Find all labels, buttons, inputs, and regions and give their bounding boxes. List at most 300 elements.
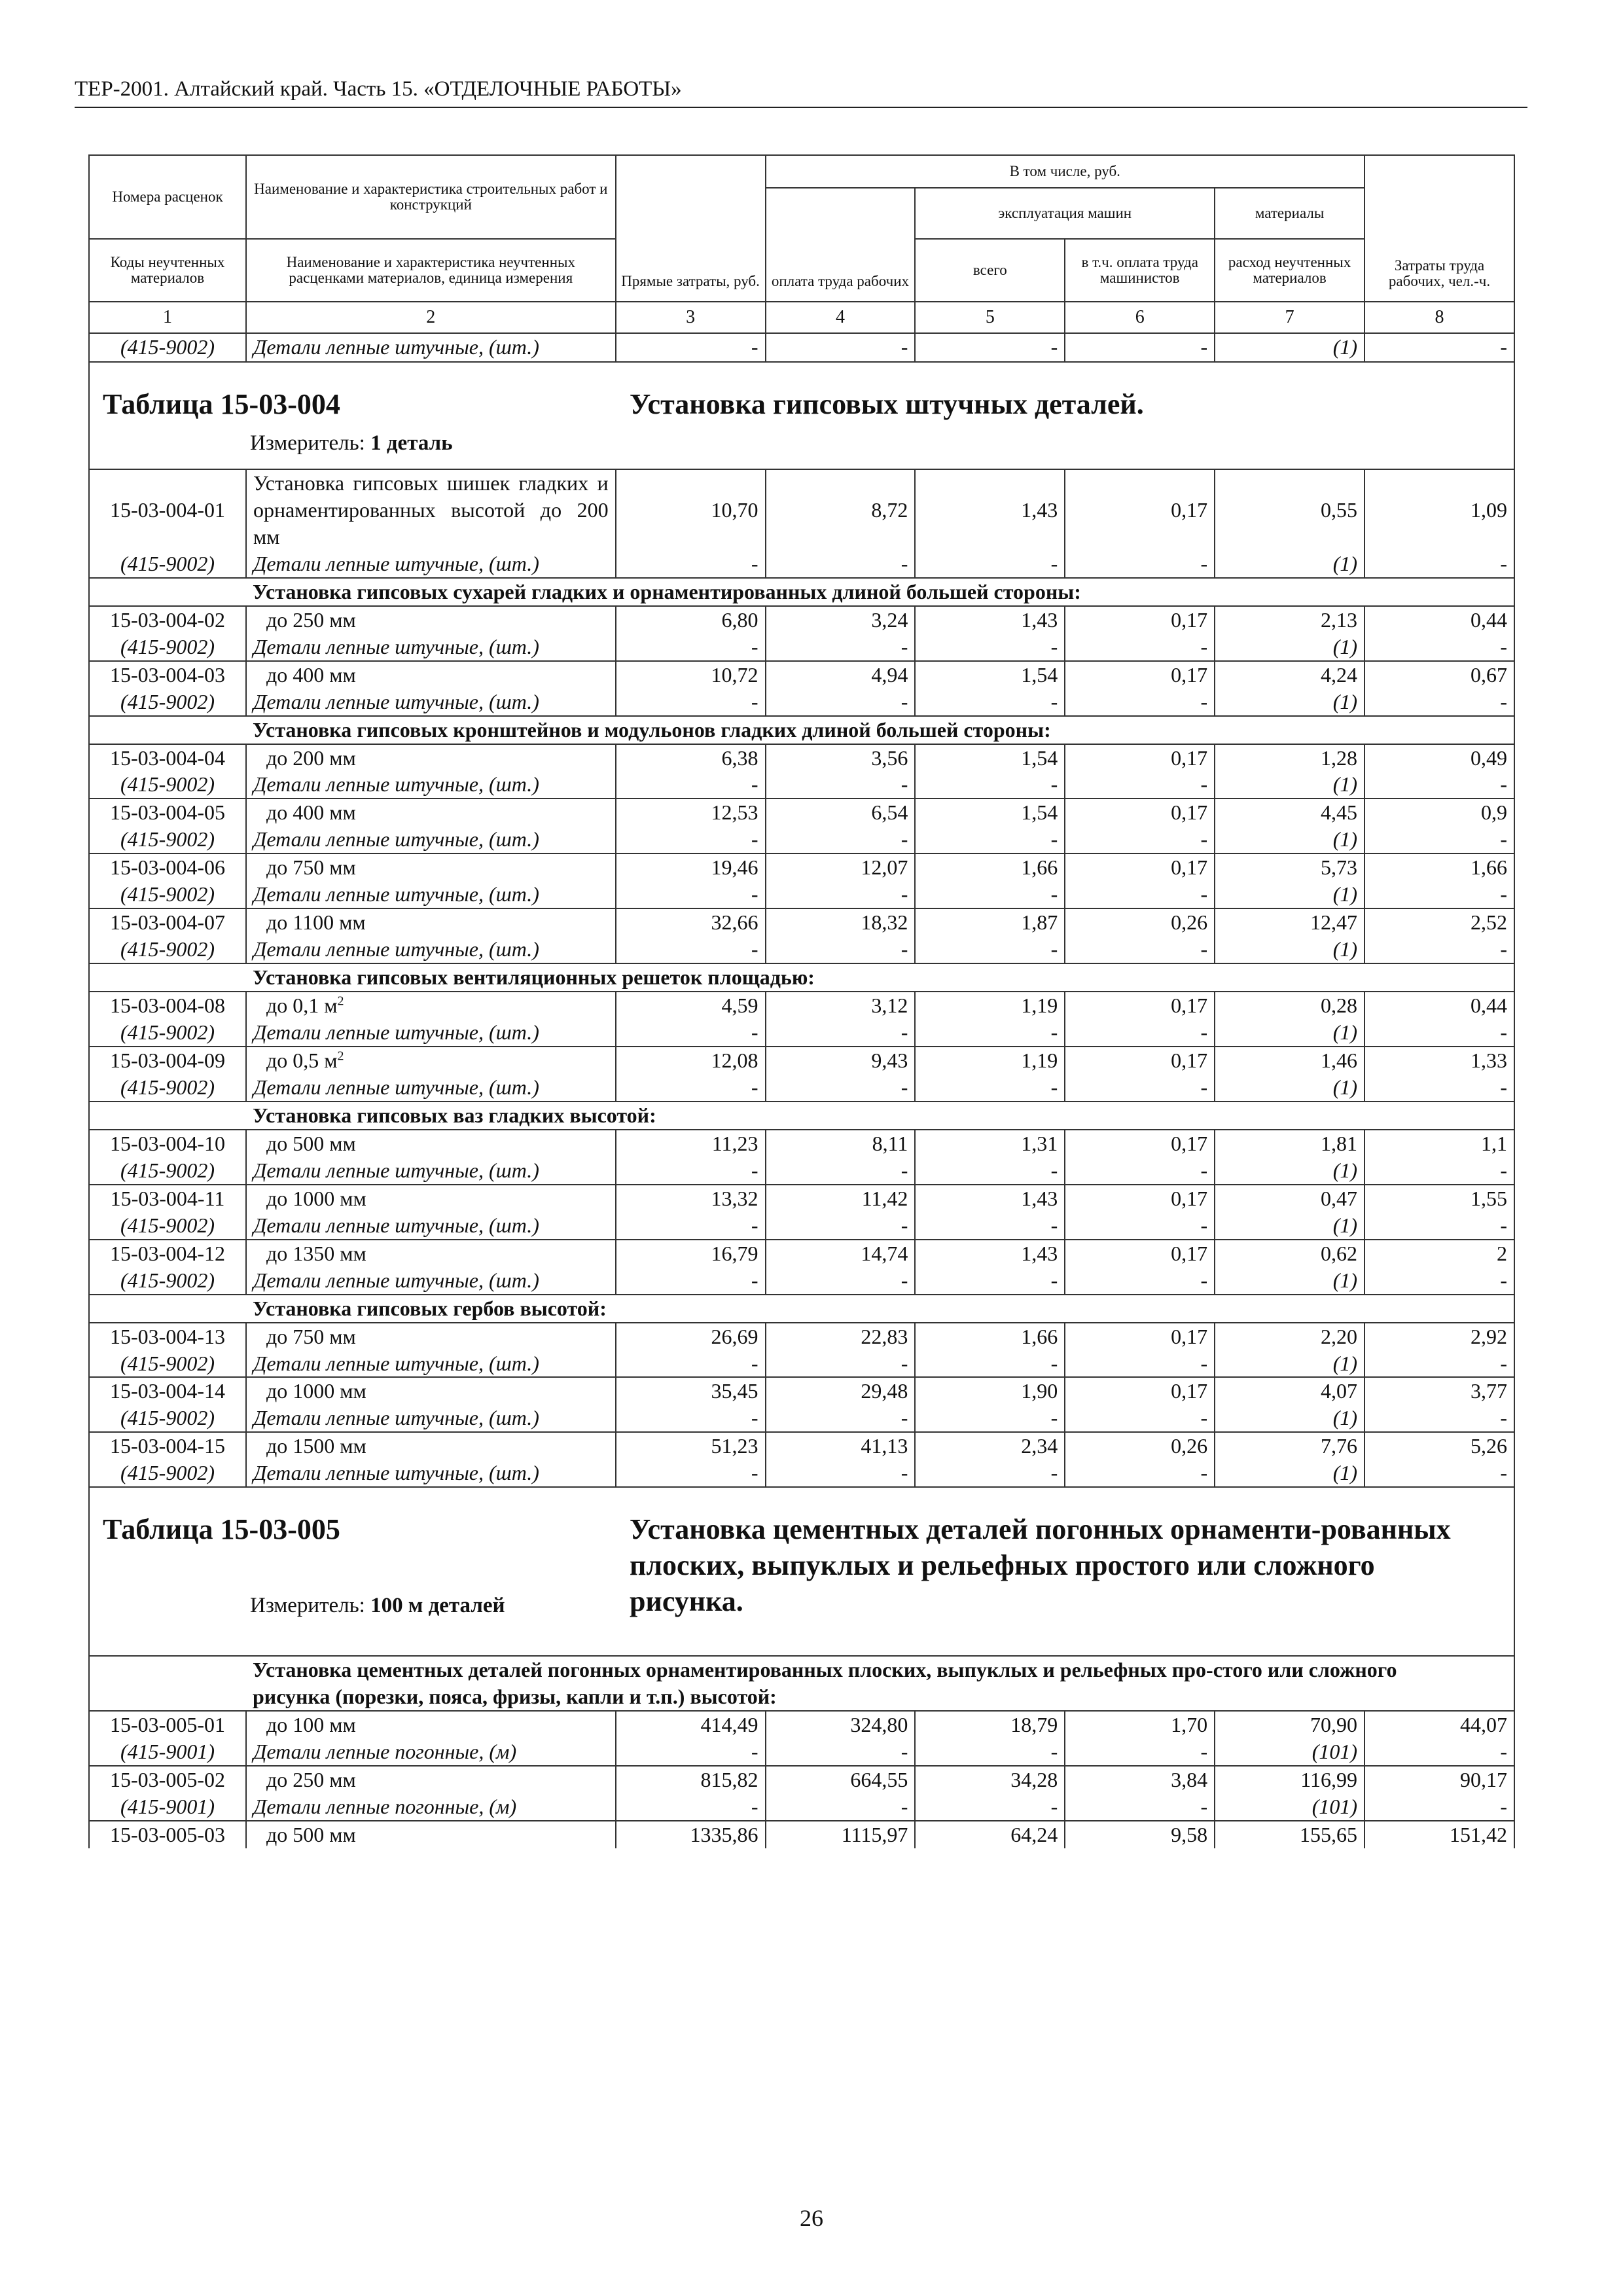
table-label: Таблица 15-03-005 [103, 1513, 340, 1546]
cell: - [1364, 771, 1514, 798]
cell: - [1364, 1793, 1514, 1821]
material-code: (415-9001) [89, 1738, 246, 1766]
table-row [89, 606, 1514, 634]
material-row [89, 1738, 1514, 1766]
cell: - [1364, 634, 1514, 661]
rate-code: 15-03-004-08 [89, 992, 246, 1019]
work-name: до 1000 мм [246, 1185, 616, 1212]
cell: 815,82 [616, 1766, 766, 1793]
material-code: (415-9002) [89, 1019, 246, 1047]
cell: (1) [1215, 1157, 1364, 1185]
cell: - [766, 1157, 916, 1185]
cell: 18,79 [915, 1711, 1065, 1738]
cell: 9,58 [1065, 1821, 1215, 1848]
material-row [89, 771, 1514, 798]
rate-code: 15-03-004-04 [89, 744, 246, 772]
cell: 0,17 [1065, 1240, 1215, 1267]
cell: 0,17 [1065, 853, 1215, 881]
meter [103, 429, 630, 457]
work-name: до 1100 мм [246, 908, 616, 936]
cell: 6,54 [766, 798, 916, 826]
cell: 0,26 [1065, 908, 1215, 936]
rate-code: 15-03-004-14 [89, 1377, 246, 1405]
cell: - [1065, 936, 1215, 963]
cell: 10,72 [616, 661, 766, 689]
material-code: (415-9002) [89, 634, 246, 661]
cell: - [1364, 333, 1514, 362]
cell: - [915, 881, 1065, 908]
cell: - [1065, 1212, 1215, 1240]
cell: 2,92 [1364, 1323, 1514, 1350]
cell: 4,59 [616, 992, 766, 1019]
cell: - [1364, 1350, 1514, 1378]
cell: 1,54 [915, 661, 1065, 689]
cell: 4,94 [766, 661, 916, 689]
cell: - [1065, 826, 1215, 853]
material-name: Детали лепные штучные, (шт.) [246, 881, 616, 908]
cell: 0,17 [1065, 606, 1215, 634]
th-code-top: Номера расценок [89, 155, 246, 239]
material-row [89, 936, 1514, 963]
material-name: Детали лепные штучные, (шт.) [246, 1074, 616, 1102]
cell: 0,17 [1065, 992, 1215, 1019]
cell: - [915, 771, 1065, 798]
th-labor-pay: оплата труда рабочих [766, 188, 916, 302]
material-name: Детали лепные штучные, (шт.) [246, 1350, 616, 1378]
cell: 29,48 [766, 1377, 916, 1405]
cell: - [616, 1157, 766, 1185]
cell: (1) [1215, 1350, 1364, 1378]
material-name: Детали лепные штучные, (шт.) [246, 1157, 616, 1185]
material-code: (415-9002) [89, 333, 246, 362]
cell: - [766, 1350, 916, 1378]
cell: 0,62 [1215, 1240, 1364, 1267]
cell: (1) [1215, 1267, 1364, 1295]
cell: (1) [1215, 1212, 1364, 1240]
group-heading-row [89, 963, 1514, 992]
cell: 0,9 [1364, 798, 1514, 826]
cell: 4,45 [1215, 798, 1364, 826]
group-heading: Установка гипсовых кронштейнов и модульонов гладких длиной большей стороны: [246, 716, 1514, 744]
material-code: (415-9002) [89, 1350, 246, 1378]
cell: - [915, 1157, 1065, 1185]
rate-code: 15-03-004-01 [89, 469, 246, 550]
col-num: 1 [89, 302, 246, 333]
cell: - [1364, 1074, 1514, 1102]
cell: (101) [1215, 1793, 1364, 1821]
cell: 51,23 [616, 1432, 766, 1460]
cell: (1) [1215, 1405, 1364, 1432]
cell: - [915, 936, 1065, 963]
table-row [89, 1323, 1514, 1350]
col-num: 8 [1364, 302, 1514, 333]
work-name: до 500 мм [246, 1821, 616, 1848]
th-code-bottom: Коды неучтенных материалов [89, 239, 246, 302]
table-title-block [89, 1487, 1514, 1656]
material-name: Детали лепные штучные, (шт.) [246, 634, 616, 661]
cell: 116,99 [1215, 1766, 1364, 1793]
material-code: (415-9002) [89, 881, 246, 908]
table-row [89, 661, 1514, 689]
cell: (1) [1215, 936, 1364, 963]
page-number: 26 [800, 2205, 823, 2231]
work-name: Установка гипсовых шишек гладких и орнаментированных высотой до 200 мм [246, 469, 616, 550]
cell: 3,24 [766, 606, 916, 634]
cell: - [1364, 689, 1514, 716]
cell: - [766, 333, 916, 362]
col-num: 4 [766, 302, 916, 333]
cell: 64,24 [915, 1821, 1065, 1848]
cell: 0,17 [1065, 798, 1215, 826]
cell: - [1364, 1019, 1514, 1047]
cell: 3,84 [1065, 1766, 1215, 1793]
meter-value: 1 деталь [370, 431, 453, 456]
material-row [89, 826, 1514, 853]
cell: 0,49 [1364, 744, 1514, 772]
cell: 1,28 [1215, 744, 1364, 772]
cell: (1) [1215, 689, 1364, 716]
cell: - [616, 1738, 766, 1766]
table-row [89, 798, 1514, 826]
cell: 32,66 [616, 908, 766, 936]
rate-code: 15-03-005-03 [89, 1821, 246, 1848]
cell: 3,12 [766, 992, 916, 1019]
cell: - [616, 333, 766, 362]
cell: - [1065, 1405, 1215, 1432]
material-name: Детали лепные штучные, (шт.) [246, 550, 616, 578]
cell: - [766, 689, 916, 716]
group-heading: Установка гипсовых ваз гладких высотой: [246, 1102, 1514, 1130]
cell: 12,53 [616, 798, 766, 826]
cell: - [915, 1019, 1065, 1047]
cell: - [616, 771, 766, 798]
cell: 2,20 [1215, 1323, 1364, 1350]
cell: 90,17 [1364, 1766, 1514, 1793]
cell: 9,43 [766, 1047, 916, 1074]
cell: 1,66 [915, 853, 1065, 881]
material-row [89, 333, 1514, 362]
cell: - [766, 1267, 916, 1295]
cell: - [1065, 1074, 1215, 1102]
th-materials: материалы [1215, 188, 1364, 239]
cell: - [915, 1738, 1065, 1766]
group-heading: Установка гипсовых гербов высотой: [246, 1295, 1514, 1323]
cell: 6,80 [616, 606, 766, 634]
cell: 1,55 [1364, 1185, 1514, 1212]
cell: 1,81 [1215, 1130, 1364, 1157]
work-name [246, 992, 616, 1019]
material-name: Детали лепные штучные, (шт.) [246, 1212, 616, 1240]
cell: - [915, 1212, 1065, 1240]
cell: 8,72 [766, 469, 916, 550]
cell: - [616, 1267, 766, 1295]
rate-code: 15-03-004-07 [89, 908, 246, 936]
work-name: до 750 мм [246, 1323, 616, 1350]
cell: - [915, 1793, 1065, 1821]
cell: - [1065, 1460, 1215, 1487]
cell: (1) [1215, 1074, 1364, 1102]
table-title: Установка гипсовых штучных деталей. [630, 388, 1144, 420]
cell: - [766, 1212, 916, 1240]
work-name: до 400 мм [246, 798, 616, 826]
cell: 1,09 [1364, 469, 1514, 550]
material-name: Детали лепные штучные, (шт.) [246, 333, 616, 362]
cell: 1,54 [915, 744, 1065, 772]
cell: - [616, 881, 766, 908]
cell: - [766, 1738, 916, 1766]
material-name: Детали лепные штучные, (шт.) [246, 1267, 616, 1295]
group-heading-row [89, 1102, 1514, 1130]
material-code: (415-9002) [89, 826, 246, 853]
cell: 0,67 [1364, 661, 1514, 689]
cell: - [616, 1212, 766, 1240]
th-machines-total: всего [915, 239, 1065, 302]
material-row [89, 1157, 1514, 1185]
table-row [89, 1377, 1514, 1405]
table-row [89, 908, 1514, 936]
cell: 5,73 [1215, 853, 1364, 881]
cell: - [1364, 1405, 1514, 1432]
work-name: до 1500 мм [246, 1432, 616, 1460]
material-name: Детали лепные штучные, (шт.) [246, 826, 616, 853]
material-code: (415-9002) [89, 1157, 246, 1185]
table-label: Таблица 15-03-004 [103, 388, 340, 420]
rate-code: 15-03-005-01 [89, 1711, 246, 1738]
table-title: Установка цементных деталей погонных орнаменти-рованных плоских, выпуклых и рельефных простого или сложного рисунка. [630, 1513, 1451, 1618]
material-row [89, 1267, 1514, 1295]
rate-code: 15-03-004-11 [89, 1185, 246, 1212]
table-row [89, 1432, 1514, 1460]
cell: - [1065, 1793, 1215, 1821]
table-row [89, 1130, 1514, 1157]
cell: 0,44 [1364, 606, 1514, 634]
material-code: (415-9001) [89, 1793, 246, 1821]
material-name: Детали лепные погонные, (м) [246, 1738, 616, 1766]
cell: 1,33 [1364, 1047, 1514, 1074]
meter [103, 1592, 630, 1619]
cell: - [766, 881, 916, 908]
work-name-text: до 0,1 м [266, 994, 338, 1018]
cell: - [766, 936, 916, 963]
work-name: до 200 мм [246, 744, 616, 772]
material-code: (415-9002) [89, 771, 246, 798]
group-heading: Установка гипсовых вентиляционных решеток площадью: [246, 963, 1514, 992]
cell: 1115,97 [766, 1821, 916, 1848]
cell: 2,52 [1364, 908, 1514, 936]
table-row [89, 744, 1514, 772]
cell: - [766, 826, 916, 853]
cell: - [616, 634, 766, 661]
material-code: (415-9002) [89, 1405, 246, 1432]
superscript: 2 [337, 994, 344, 1009]
rate-code: 15-03-004-15 [89, 1432, 246, 1460]
material-code: (415-9002) [89, 1267, 246, 1295]
cell: 26,69 [616, 1323, 766, 1350]
cell: - [1364, 550, 1514, 578]
cell: 1,66 [915, 1323, 1065, 1350]
group-heading-row [89, 1295, 1514, 1323]
cell: 6,38 [616, 744, 766, 772]
cell: 0,17 [1065, 469, 1215, 550]
cell: 0,17 [1065, 661, 1215, 689]
cell: - [766, 634, 916, 661]
group-heading-row [89, 578, 1514, 606]
meter-value: 100 м деталей [370, 1594, 505, 1618]
material-name: Детали лепные штучные, (шт.) [246, 1405, 616, 1432]
cell: 1,54 [915, 798, 1065, 826]
cell: - [1065, 1157, 1215, 1185]
rate-code: 15-03-004-10 [89, 1130, 246, 1157]
cell: - [915, 689, 1065, 716]
cell: - [1364, 1157, 1514, 1185]
cell: 0,28 [1215, 992, 1364, 1019]
work-name: до 500 мм [246, 1130, 616, 1157]
table-row [89, 1711, 1514, 1738]
work-name: до 400 мм [246, 661, 616, 689]
cell: 0,55 [1215, 469, 1364, 550]
cell: - [915, 333, 1065, 362]
cell: (1) [1215, 881, 1364, 908]
cell: - [616, 936, 766, 963]
cell: 1,1 [1364, 1130, 1514, 1157]
cell: 151,42 [1364, 1821, 1514, 1848]
th-machines: эксплуатация машин [915, 188, 1215, 239]
rate-code: 15-03-004-09 [89, 1047, 246, 1074]
col-num: 2 [246, 302, 616, 333]
table-row [89, 853, 1514, 881]
cell: (1) [1215, 333, 1364, 362]
cell: 3,56 [766, 744, 916, 772]
cell: - [1364, 936, 1514, 963]
material-row [89, 881, 1514, 908]
th-unaccounted: расход неучтенных материалов [1215, 239, 1364, 302]
cell: - [1364, 1267, 1514, 1295]
cell: 0,17 [1065, 1323, 1215, 1350]
cell: 14,74 [766, 1240, 916, 1267]
superscript: 2 [337, 1049, 344, 1064]
cell: 0,17 [1065, 1185, 1215, 1212]
cell: 0,47 [1215, 1185, 1364, 1212]
rate-code: 15-03-004-03 [89, 661, 246, 689]
cell: - [915, 1267, 1065, 1295]
material-code: (415-9002) [89, 689, 246, 716]
cell: 664,55 [766, 1766, 916, 1793]
cell: - [915, 634, 1065, 661]
cell: - [1065, 1019, 1215, 1047]
price-table-wrapper [88, 154, 1515, 1848]
table-row [89, 1185, 1514, 1212]
th-incl: В том числе, руб. [766, 155, 1365, 188]
cell: 7,76 [1215, 1432, 1364, 1460]
cell: 1,43 [915, 606, 1065, 634]
cell: - [1065, 689, 1215, 716]
work-name: до 250 мм [246, 606, 616, 634]
table-row [89, 1821, 1514, 1848]
cell: - [766, 1460, 916, 1487]
cell: 41,13 [766, 1432, 916, 1460]
cell: 11,42 [766, 1185, 916, 1212]
cell: - [616, 1793, 766, 1821]
material-name: Детали лепные штучные, (шт.) [246, 936, 616, 963]
cell: 19,46 [616, 853, 766, 881]
cell: 2,13 [1215, 606, 1364, 634]
th-labor-cost: Затраты труда рабочих, чел.-ч. [1364, 155, 1514, 302]
rate-code: 15-03-005-02 [89, 1766, 246, 1793]
cell: (1) [1215, 826, 1364, 853]
work-name-text: до 0,5 м [266, 1049, 338, 1073]
material-row [89, 1212, 1514, 1240]
material-row [89, 1074, 1514, 1102]
material-row [89, 634, 1514, 661]
material-code: (415-9002) [89, 1074, 246, 1102]
cell: - [766, 771, 916, 798]
material-row [89, 689, 1514, 716]
cell: - [1065, 881, 1215, 908]
material-name: Детали лепные штучные, (шт.) [246, 689, 616, 716]
table-row [89, 1240, 1514, 1267]
cell: 3,77 [1364, 1377, 1514, 1405]
cell: 0,17 [1065, 1047, 1215, 1074]
cell: - [1065, 634, 1215, 661]
meter-label: Измеритель: [250, 1594, 365, 1618]
cell: - [616, 1019, 766, 1047]
cell: - [915, 826, 1065, 853]
group-heading: Установка гипсовых сухарей гладких и орнаментированных длиной большей стороны: [246, 578, 1514, 606]
cell: (1) [1215, 634, 1364, 661]
cell: - [915, 1460, 1065, 1487]
cell: 0,26 [1065, 1432, 1215, 1460]
cell: 22,83 [766, 1323, 916, 1350]
group-heading: Установка цементных деталей погонных орнаментированных плоских, выпуклых и рельефных про-стого или сложного рисунка (порезки, пояса, фризы, капли и т.п.) высотой: [246, 1656, 1514, 1711]
cell: - [766, 550, 916, 578]
cell: 1,43 [915, 1240, 1065, 1267]
table-title-block [89, 362, 1514, 469]
rate-code: 15-03-004-05 [89, 798, 246, 826]
cell: - [915, 550, 1065, 578]
cell: - [1065, 550, 1215, 578]
material-code: (415-9002) [89, 1212, 246, 1240]
meter-label: Измеритель: [250, 431, 365, 456]
work-name: до 1000 мм [246, 1377, 616, 1405]
cell: (101) [1215, 1738, 1364, 1766]
cell: 1,90 [915, 1377, 1065, 1405]
material-row [89, 1793, 1514, 1821]
cell: 12,08 [616, 1047, 766, 1074]
cell: 0,17 [1065, 1377, 1215, 1405]
cell: 1,43 [915, 469, 1065, 550]
cell: 4,07 [1215, 1377, 1364, 1405]
material-name: Детали лепные штучные, (шт.) [246, 1019, 616, 1047]
th-direct: Прямые затраты, руб. [616, 155, 766, 302]
material-code: (415-9002) [89, 550, 246, 578]
rate-code: 15-03-004-12 [89, 1240, 246, 1267]
material-name: Детали лепные штучные, (шт.) [246, 1460, 616, 1487]
cell: - [1364, 1738, 1514, 1766]
group-heading-row [89, 716, 1514, 744]
material-row [89, 1350, 1514, 1378]
cell: 0,17 [1065, 1130, 1215, 1157]
table-row [89, 1766, 1514, 1793]
cell: - [1065, 1267, 1215, 1295]
material-name: Детали лепные погонные, (м) [246, 1793, 616, 1821]
cell: - [616, 1074, 766, 1102]
cell: - [915, 1074, 1065, 1102]
material-row [89, 1405, 1514, 1432]
cell: - [1065, 771, 1215, 798]
cell: 1,43 [915, 1185, 1065, 1212]
cell: - [616, 826, 766, 853]
material-row [89, 550, 1514, 578]
